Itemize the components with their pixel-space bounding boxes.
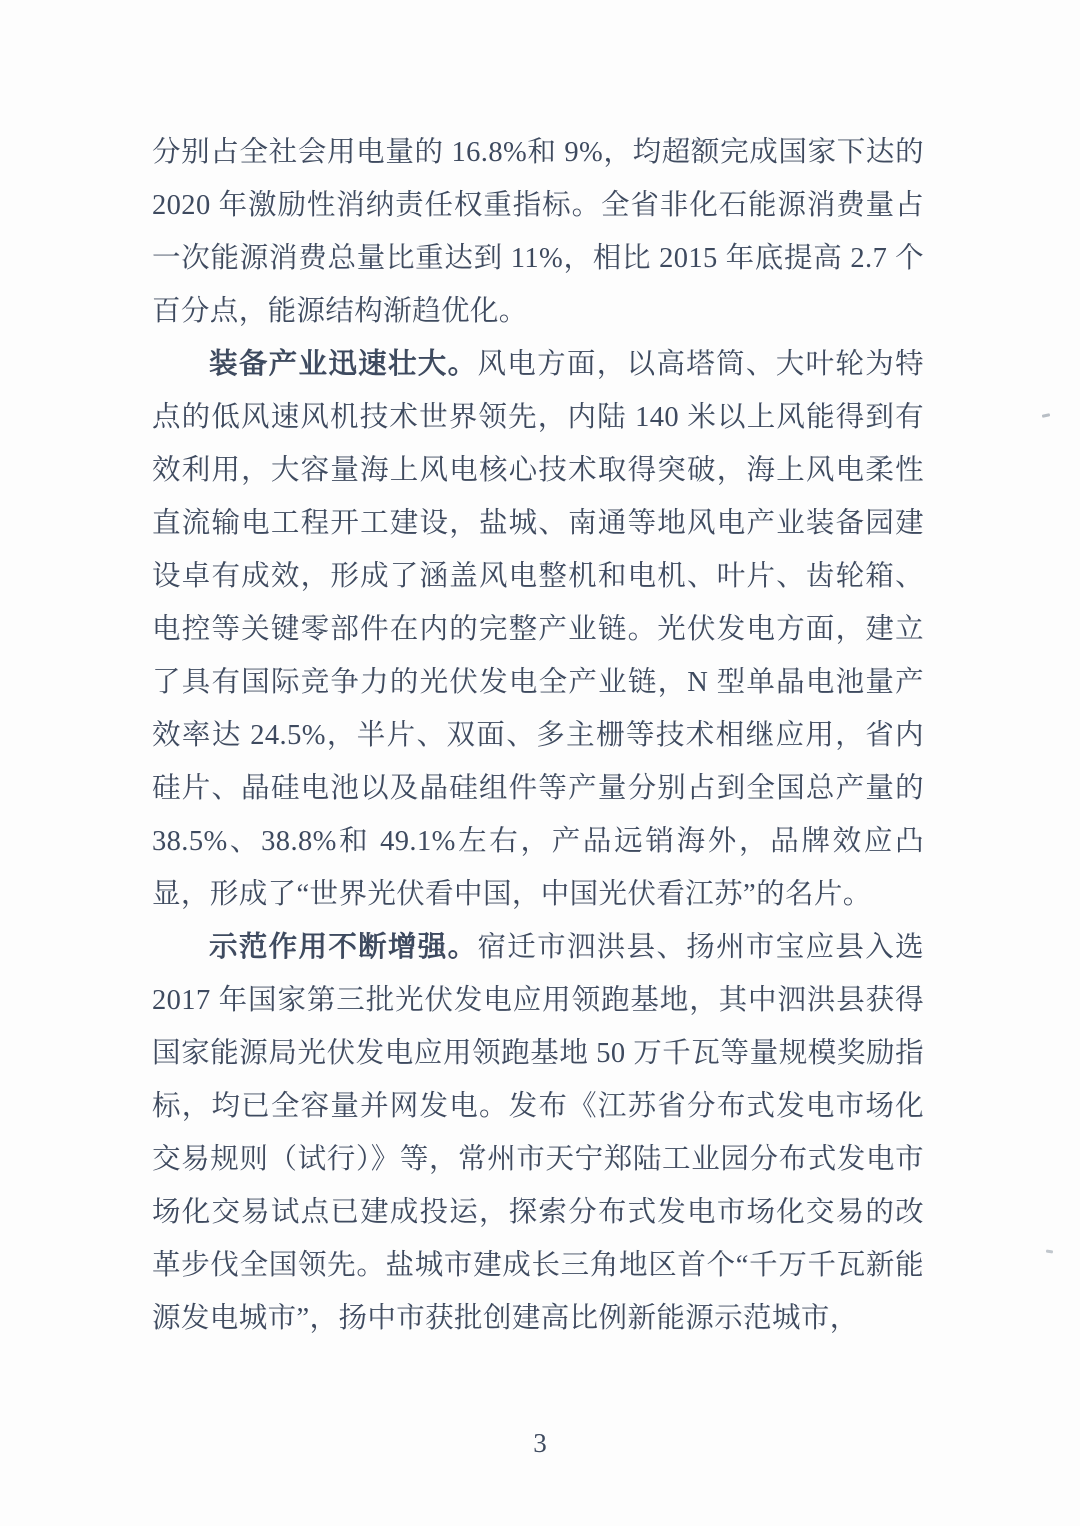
- scan-artifact: [1042, 413, 1050, 418]
- paragraph: [152, 921, 924, 1345]
- page-number: 3: [533, 1428, 547, 1458]
- paragraph-text: 分别占全社会用电量的 16.8%和 9%，均超额完成国家下达的 2020 年激励性消纳责任权重指标。全省非化石能源消费量占一次能源消费总量比重达到 11%，相比 2015 年底提高 2.7 个百分点，能源结构渐趋优化。: [152, 137, 924, 327]
- paragraph-text: 风电方面，以高塔筒、大叶轮为特点的低风速风机技术世界领先，内陆 140 米以上风能得到有效利用，大容量海上风电核心技术取得突破，海上风电柔性直流输电工程开工建设，盐城、南通等地风电产业装备园建设卓有成效，形成了涵盖风电整机和电机、叶片、齿轮箱、电控等关键零部件在内的完整产业链。光伏发电方面，建立了具有国际竞争力的光伏发电全产业链，N 型单晶电池量产效率达 24.5%，半片、双面、多主栅等技术相继应用，省内硅片、晶硅电池以及晶硅组件等产量分别占到全国总产量的 38.5%、38.8%和 49.1%左右，产品远销海外，品牌效应凸显，形成了“世界光伏看中国，中国光伏看江苏”的名片。: [152, 349, 924, 910]
- paragraph-lead: 示范作用不断增强。: [209, 931, 478, 963]
- scan-artifact: [1046, 1250, 1053, 1254]
- page-content: [152, 126, 924, 1345]
- paragraph-lead: 装备产业迅速壮大。: [209, 348, 478, 380]
- paragraph: [152, 338, 924, 921]
- paragraph-text: 宿迁市泗洪县、扬州市宝应县入选 2017 年国家第三批光伏发电应用领跑基地，其中泗洪县获得国家能源局光伏发电应用领跑基地 50 万千瓦等量规模奖励指标，均已全容量并网发电。发布《江苏省分布式发电市场化交易规则（试行）》等，常州市天宁郑陆工业园分布式发电市场化交易试点已建成投运，探索分布式发电市场化交易的改革步伐全国领先。盐城市建成长三角地区首个“千万千瓦新能源发电城市”，扬中市获批创建高比例新能源示范城市，: [152, 932, 924, 1334]
- paragraph: [152, 126, 924, 338]
